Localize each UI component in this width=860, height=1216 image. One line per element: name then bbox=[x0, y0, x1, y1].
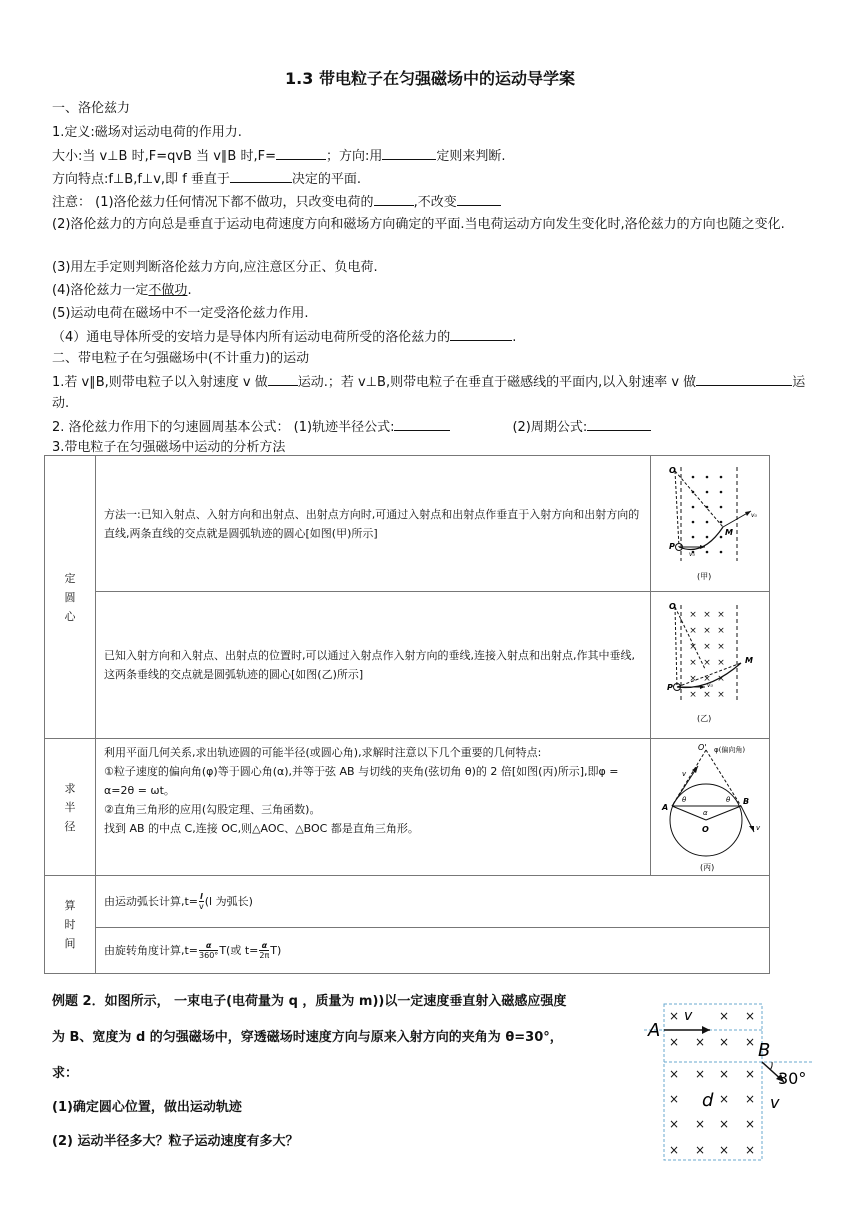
svg-text:×: × bbox=[689, 610, 697, 620]
label-o: O bbox=[669, 465, 676, 475]
label-theta: θ bbox=[726, 796, 731, 804]
note-2: (2)洛伦兹力的方向总是垂直于运动电荷速度方向和磁场方向确定的平面.当电荷运动方向发生变化时,洛伦兹力的方向也随之变化. bbox=[52, 217, 785, 232]
note-6: （4）通电导体所受的安培力是导体内所有运动电荷所受的洛伦兹力的 . bbox=[52, 330, 517, 345]
section2-p2: 2. 洛伦兹力作用下的匀速圆周基本公式： (1)轨迹半径公式: (2)周期公式: bbox=[52, 418, 651, 437]
label-alpha: α bbox=[703, 809, 708, 817]
blank-field[interactable] bbox=[587, 418, 651, 431]
svg-text:×: × bbox=[744, 1035, 756, 1049]
section2-heading: 二、带电粒子在匀强磁场中(不计重力)的运动 bbox=[52, 351, 310, 366]
svg-text:×: × bbox=[694, 1035, 706, 1049]
svg-text:×: × bbox=[744, 1067, 756, 1081]
note-5: (5)运动电荷在磁场中不一定受洛伦兹力作用. bbox=[52, 306, 309, 321]
label-angle: 30° bbox=[778, 1069, 807, 1088]
svg-text:×: × bbox=[694, 1067, 706, 1081]
label-phi: φ(偏向角) bbox=[714, 746, 746, 754]
blank-field[interactable] bbox=[450, 328, 512, 341]
blank-field[interactable] bbox=[268, 373, 298, 386]
radius-text: 利用平面几何关系,求出轨迹圆的可能半径(或圆心角),求解时注意以下几个重要的几何特点: ①粒子速度的偏向角(φ)等于圆心角(α),并等于弦 AB 与切线的夹角(弦切角 θ)的 2 倍[如图(丙)所示],即φ = α=2θ = ωt。 ②直角三角形的应用(勾股定理、三角函数)。 找到 AB 的中点 C,连接 OC,则△AOC、△BOC 都是直角三角形。 bbox=[96, 739, 651, 876]
svg-text:×: × bbox=[668, 1092, 680, 1106]
definition: 1.定义:磁场对运动电荷的作用力. bbox=[52, 125, 242, 140]
figure-yi bbox=[651, 592, 770, 739]
svg-text:×: × bbox=[744, 1143, 756, 1157]
label-b: B bbox=[743, 797, 750, 806]
svg-text:×: × bbox=[668, 1009, 680, 1023]
svg-text:×: × bbox=[717, 626, 725, 636]
figure-jia bbox=[651, 456, 770, 592]
note-4: (4)洛伦兹力一定不做功. bbox=[52, 283, 192, 298]
svg-text:×: × bbox=[703, 642, 711, 652]
svg-text:×: × bbox=[744, 1117, 756, 1131]
label-o: O bbox=[669, 602, 676, 611]
example-figure bbox=[644, 1000, 824, 1166]
example-line-3: 求： bbox=[52, 1066, 79, 1081]
svg-text:×: × bbox=[744, 1092, 756, 1106]
label-o-prime: O' bbox=[698, 743, 707, 752]
svg-text:×: × bbox=[703, 690, 711, 700]
label-p: P bbox=[669, 541, 675, 551]
label-m: M bbox=[725, 527, 733, 537]
label-radius: 求 半 径 bbox=[45, 739, 96, 876]
svg-text:×: × bbox=[668, 1035, 680, 1049]
svg-text:×: × bbox=[689, 642, 697, 652]
blank-field[interactable] bbox=[374, 193, 414, 206]
blank-field[interactable] bbox=[382, 147, 436, 160]
label-v-out: v bbox=[770, 1093, 780, 1112]
section2-p1: 1.若 v∥B,则带电粒子以入射速度 v 做 运动.；若 v⊥B,则带电粒子在垂直于磁感线的平面内,以入射速率 v 做 运动. bbox=[52, 375, 806, 411]
label-v0: v₀ bbox=[689, 550, 695, 558]
svg-text:×: × bbox=[689, 626, 697, 636]
svg-text:×: × bbox=[718, 1143, 730, 1157]
label-m: M bbox=[745, 656, 753, 665]
direction-line: 方向特点:f⊥B,f⊥v,即 f 垂直于 决定的平面. bbox=[52, 172, 362, 187]
label-b: B bbox=[758, 1040, 771, 1061]
label-center: 定 圆 心 bbox=[45, 456, 96, 739]
svg-text:×: × bbox=[703, 626, 711, 636]
svg-text:×: × bbox=[694, 1143, 706, 1157]
example-line-2: 为 B、宽度为 d 的匀强磁场中，穿透磁场时速度方向与原来入射方向的夹角为 θ=30°， bbox=[52, 1030, 563, 1045]
svg-text:×: × bbox=[689, 658, 697, 668]
svg-text:×: × bbox=[689, 690, 697, 700]
svg-text:×: × bbox=[694, 1117, 706, 1131]
figure-bing bbox=[651, 739, 770, 876]
section2-p3: 3.带电粒子在匀强磁场中运动的分析方法 bbox=[52, 440, 286, 455]
figure-caption: (乙) bbox=[697, 714, 712, 723]
label-v: v bbox=[682, 770, 687, 778]
svg-text:×: × bbox=[668, 1143, 680, 1157]
method-1-text: 方法一:已知入射点、入射方向和出射点、出射点方向时,可通过入射点和出射点作垂直于入射方向和出射方向的直线,两条直线的交点就是圆弧轨迹的圆心[如图(甲)所示] bbox=[96, 456, 651, 592]
figure-caption: (甲) bbox=[697, 571, 712, 581]
svg-text:×: × bbox=[717, 674, 725, 684]
label-v: v bbox=[756, 824, 761, 832]
analysis-method-table bbox=[44, 455, 770, 974]
svg-text:×: × bbox=[717, 658, 725, 668]
svg-text:×: × bbox=[689, 674, 697, 684]
label-a: A bbox=[662, 803, 669, 812]
label-v0: v₀ bbox=[751, 511, 757, 519]
time-arc-text: 由运动弧长计算,t= $\frac{l}{v}$ (l 为弧长) bbox=[96, 876, 770, 928]
svg-text:×: × bbox=[717, 690, 725, 700]
svg-text:×: × bbox=[718, 1117, 730, 1131]
svg-text:×: × bbox=[717, 610, 725, 620]
svg-text:×: × bbox=[718, 1035, 730, 1049]
example-question-2: (2) 运动半径多大？粒子运动速度有多大？ bbox=[52, 1134, 299, 1149]
note-1: 注意： (1)洛伦兹力任何情况下都不做功，只改变电荷的 ,不改变 bbox=[52, 193, 501, 212]
svg-text:×: × bbox=[668, 1117, 680, 1131]
magnitude-line: 大小:当 v⊥B 时,F=qvB 当 v∥B 时,F= ；方向:用 定则来判断. bbox=[52, 149, 506, 164]
svg-text:×: × bbox=[703, 658, 711, 668]
method-2-text: 已知入射方向和入射点、出射点的位置时,可以通过入射点作入射方向的垂线,连接入射点和出射点,作其中垂线,这两条垂线的交点就是圆弧轨迹的圆心[如图(乙)所示] bbox=[96, 592, 651, 739]
time-angle-text: 由旋转角度计算,t= $\frac{\alpha}{360^\circ}$ T(或 t= $\frac{\alpha}{2\pi}$ T) bbox=[96, 928, 770, 974]
label-v-in: v bbox=[684, 1008, 693, 1024]
blank-field[interactable] bbox=[696, 373, 792, 386]
blank-field[interactable] bbox=[230, 170, 292, 183]
svg-text:×: × bbox=[703, 674, 711, 684]
label-a: A bbox=[648, 1020, 661, 1041]
svg-text:×: × bbox=[668, 1067, 680, 1081]
label-d: d bbox=[702, 1090, 714, 1111]
svg-text:×: × bbox=[718, 1009, 730, 1023]
svg-text:×: × bbox=[718, 1092, 730, 1106]
svg-text:×: × bbox=[717, 642, 725, 652]
label-v0: v₀ bbox=[707, 682, 713, 689]
label-theta: θ bbox=[682, 796, 687, 804]
svg-text:×: × bbox=[744, 1009, 756, 1023]
label-o: O bbox=[702, 825, 709, 834]
blank-field[interactable] bbox=[394, 418, 450, 431]
example-line-1: 例题 2．如图所示， 一束电子(电荷量为 q ，质量为 m))以一定速度垂直射入磁感应强度 bbox=[52, 994, 567, 1009]
label-p: P bbox=[667, 683, 673, 692]
figure-caption: (丙) bbox=[700, 863, 715, 872]
page-title: 1.3 带电粒子在匀强磁场中的运动导学案 bbox=[285, 69, 575, 88]
note-3: (3)用左手定则判断洛伦兹力方向,应注意区分正、负电荷. bbox=[52, 260, 378, 275]
blank-field[interactable] bbox=[457, 193, 501, 206]
label-time: 算 时 间 bbox=[45, 876, 96, 974]
section1-heading: 一、洛伦兹力 bbox=[52, 101, 131, 116]
svg-text:×: × bbox=[718, 1067, 730, 1081]
blank-field[interactable] bbox=[276, 147, 326, 160]
svg-text:×: × bbox=[703, 610, 711, 620]
example-question-1: (1)确定圆心位置，做出运动轨迹 bbox=[52, 1100, 242, 1115]
